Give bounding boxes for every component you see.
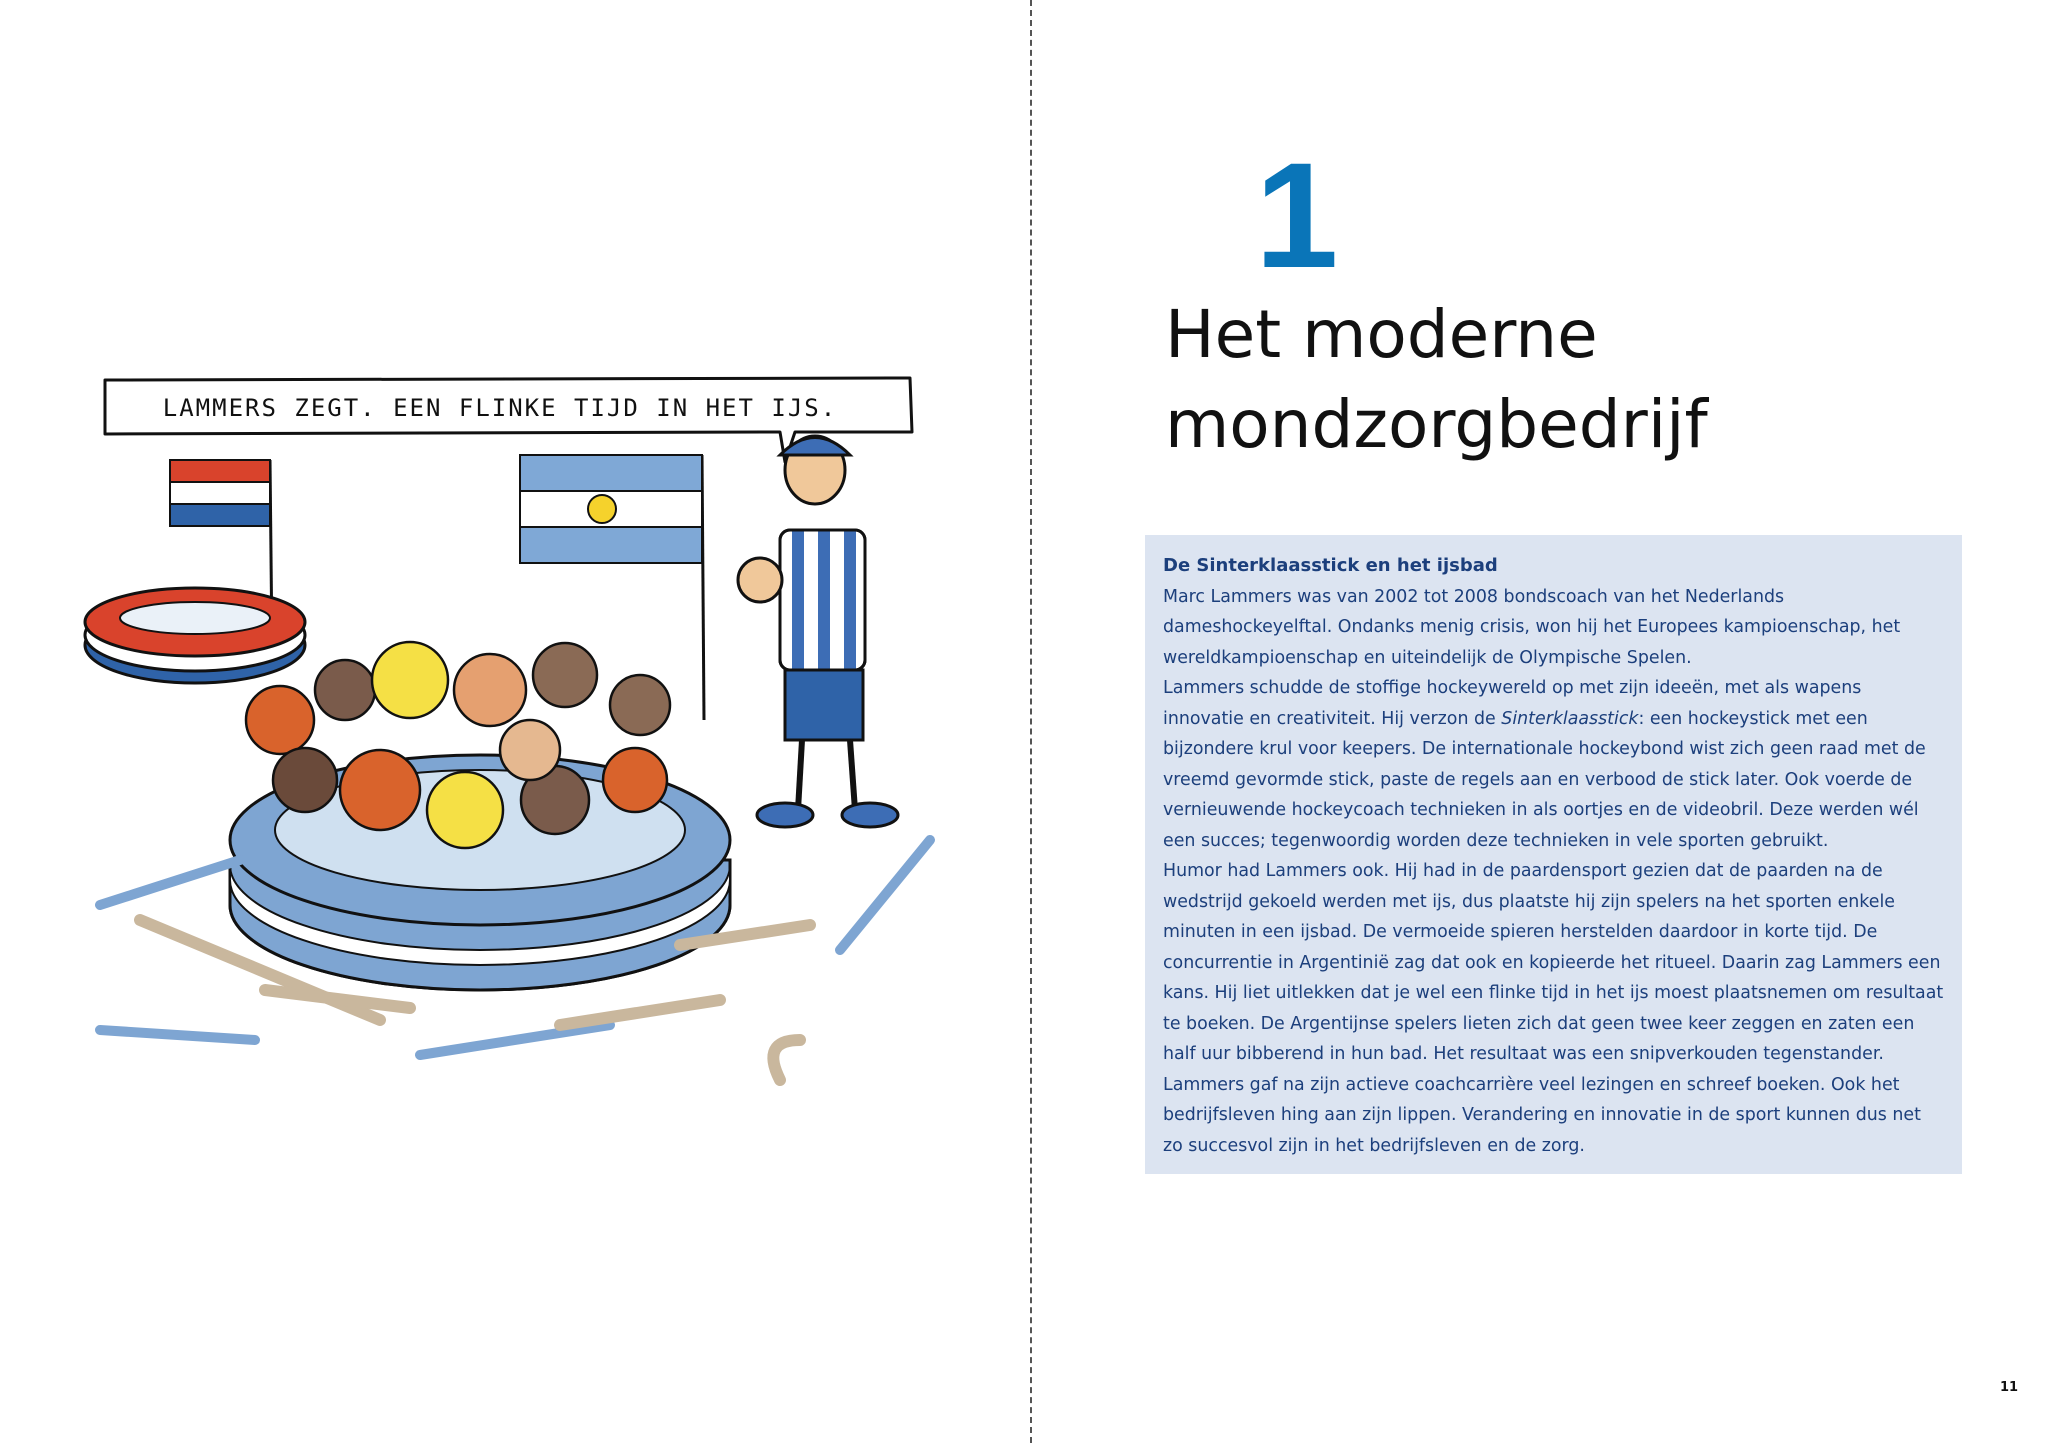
sidebar-paragraph-2-end: : een hockeystick met een bijzondere krul voor keepers. De internationale hockeybond wist zich geen raad met de vreemd gevormde stick, paste de regels aan en verbood de stick later. Ook voerde de vernieuwende hockeycoach technieken in als oortjes en de videobril. Deze werden wél een succes; tegenwoordig worden deze technieken in vele sporten gebruikt.	[1163, 708, 1926, 851]
chapter-title	[1165, 290, 1965, 470]
sidebar-paragraph-4: Lammers gaf na zijn actieve coachcarrière veel lezingen en schreef boeken. Ook het bedrijfsleven hing aan zijn lippen. Verandering en innovatie in de sport kunnen dus net zo succesvol zijn in het bedrijfsleven en de zorg.	[1163, 1074, 1921, 1156]
page-spine-divider	[1030, 0, 1032, 1443]
sidebar-heading: De Sinterklaasstick en het ijsbad	[1163, 555, 1498, 576]
sidebar-paragraph-1: Marc Lammers was van 2002 tot 2008 bondscoach van het Nederlands dameshockeyelftal. Ondanks menig crisis, won hij het Europees kampioenschap, het wereldkampioenschap en uiteindelijk de Olympische Spelen.	[1163, 586, 1901, 668]
cartoon-illustration	[80, 360, 940, 1100]
chapter-title-line-2: mondzorgbedrijf	[1165, 386, 1708, 463]
chapter-number: 1	[1255, 131, 1339, 299]
chapter-title-line-1: Het moderne	[1165, 296, 1598, 373]
sidebar-box	[1145, 535, 1962, 1174]
sidebar-paragraph-3: Humor had Lammers ook. Hij had in de paardensport gezien dat de paarden na de wedstrijd gekoeld werden met ijs, dus plaatste hij zijn spelers na het sporten enkele minuten in een ijsbad. De vermoeide spieren herstelden daardoor in korte tijd. De concurrentie in Argentinië zag dat ook en kopieerde het ritueel. Daarin zag Lammers een kans. Hij liet uitlekken dat je wel een flinke tijd in het ijs moest plaatsnemen om resultaat te boeken. De Argentijnse spelers lieten zich dat geen twee keer zeggen en zaten een half uur bibberend in hun bad. Het resultaat was een snipverkouden tegenstander.	[1163, 861, 1944, 1064]
sidebar-body	[1163, 582, 1944, 1162]
dutch-tub	[85, 588, 305, 683]
speech-bubble-text: LAMMERS ZEGT. EEN FLINKE TIJD IN HET IJS.	[162, 394, 838, 422]
sinterklaasstick-term: Sinterklaasstick	[1501, 708, 1639, 729]
coach-figure	[738, 436, 898, 827]
sidebar-paragraph-2	[1163, 673, 1944, 856]
sidebar-paragraph-2-start: Lammers schudde de stoffige hockeywereld op met zijn ideeën, met als wapens innovatie en creativiteit. Hij verzon de	[1163, 678, 1862, 729]
page-number: 11	[2000, 1380, 2019, 1395]
